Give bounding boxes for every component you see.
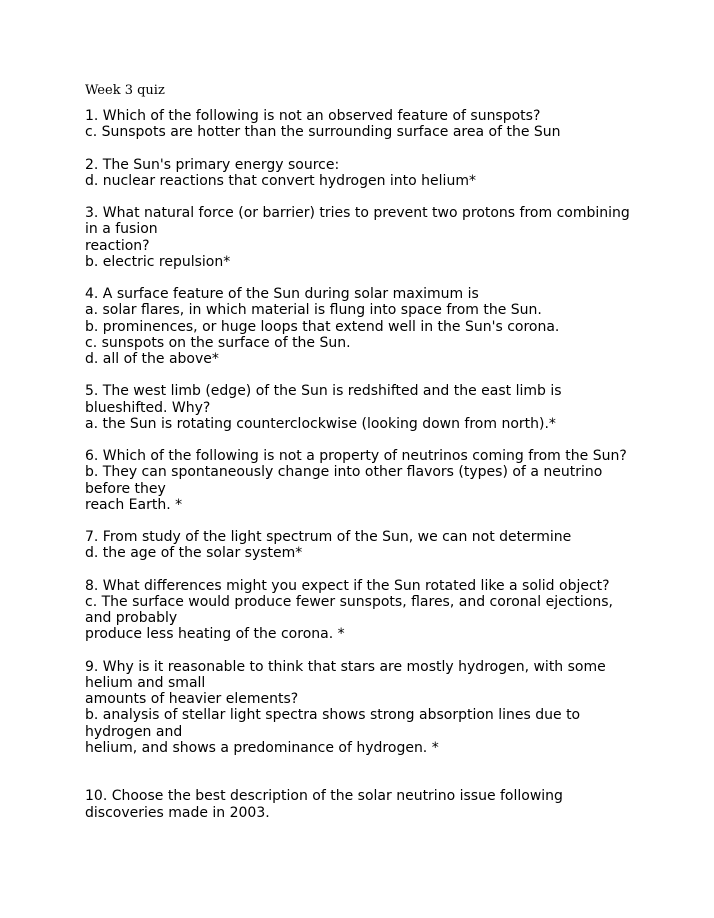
question-1-text: 1. Which of the following is not an observed feature of sunspots? bbox=[85, 108, 541, 124]
question-6 bbox=[85, 448, 645, 513]
question-8-answer: c. The surface would produce fewer sunspots, flares, and coronal ejections, bbox=[85, 593, 613, 610]
question-7 bbox=[85, 529, 645, 561]
document-title: Week 3 quiz bbox=[85, 83, 165, 98]
question-10-text-cont: discoveries made in 2003. bbox=[85, 804, 270, 821]
question-8-answer-cont: and probably bbox=[85, 610, 178, 627]
question-3-text: 3. What natural force (or barrier) tries to prevent two protons from combining bbox=[85, 205, 630, 222]
question-2-text: 2. The Sun's primary energy source: bbox=[85, 156, 340, 173]
question-3-text-cont: reaction? bbox=[85, 237, 150, 254]
question-3 bbox=[85, 205, 645, 270]
question-6-text: 6. Which of the following is not a property of neutrinos coming from the Sun? bbox=[85, 448, 627, 465]
question-8-answer-cont: produce less heating of the corona. * bbox=[85, 626, 345, 643]
question-5-text-cont: blueshifted. Why? bbox=[85, 399, 211, 416]
question-5-answer: a. the Sun is rotating counterclockwise (looking down from north).* bbox=[85, 415, 556, 432]
question-4-option-a: a. solar flares, in which material is flung into space from the Sun. bbox=[85, 302, 542, 319]
question-10 bbox=[85, 788, 645, 820]
question-2 bbox=[85, 157, 645, 189]
question-3-answer: b. electric repulsion* bbox=[85, 253, 231, 270]
question-9-text: 9. Why is it reasonable to think that stars are mostly hydrogen, with some bbox=[85, 658, 606, 675]
question-3-text-cont: in a fusion bbox=[85, 221, 158, 238]
question-9-text-cont: amounts of heavier elements? bbox=[85, 691, 299, 708]
question-6-answer-cont: reach Earth. * bbox=[85, 496, 183, 513]
question-4-option-c: c. sunspots on the surface of the Sun. bbox=[85, 334, 351, 351]
question-9-answer-cont: helium, and shows a predominance of hydrogen. * bbox=[85, 739, 439, 756]
question-5 bbox=[85, 383, 645, 432]
question-4-answer: d. all of the above* bbox=[85, 351, 219, 367]
question-10-text: 10. Choose the best description of the solar neutrino issue following bbox=[85, 788, 563, 805]
question-4-option-b: b. prominences, or huge loops that extend well in the Sun's corona. bbox=[85, 318, 560, 335]
question-7-answer: d. the age of the solar system* bbox=[85, 545, 303, 562]
question-1 bbox=[85, 108, 645, 140]
question-2-answer: d. nuclear reactions that convert hydrogen into helium* bbox=[85, 172, 476, 189]
question-8 bbox=[85, 578, 645, 643]
question-8-text: 8. What differences might you expect if the Sun rotated like a solid object? bbox=[85, 577, 610, 594]
document-page bbox=[85, 82, 645, 837]
question-6-answer-cont: before they bbox=[85, 480, 166, 497]
question-9-text-cont: helium and small bbox=[85, 674, 206, 691]
question-6-answer: b. They can spontaneously change into other flavors (types) of a neutrino bbox=[85, 464, 603, 481]
question-9-answer-cont: hydrogen and bbox=[85, 723, 183, 740]
question-4 bbox=[85, 286, 645, 367]
question-9-answer: b. analysis of stellar light spectra shows strong absorption lines due to bbox=[85, 707, 581, 724]
question-1-answer: c. Sunspots are hotter than the surrounding surface area of the Sun bbox=[85, 124, 561, 141]
question-9 bbox=[85, 659, 645, 756]
question-7-text: 7. From study of the light spectrum of the Sun, we can not determine bbox=[85, 529, 572, 546]
question-4-text: 4. A surface feature of the Sun during solar maximum is bbox=[85, 286, 479, 303]
question-5-text: 5. The west limb (edge) of the Sun is redshifted and the east limb is bbox=[85, 383, 562, 400]
